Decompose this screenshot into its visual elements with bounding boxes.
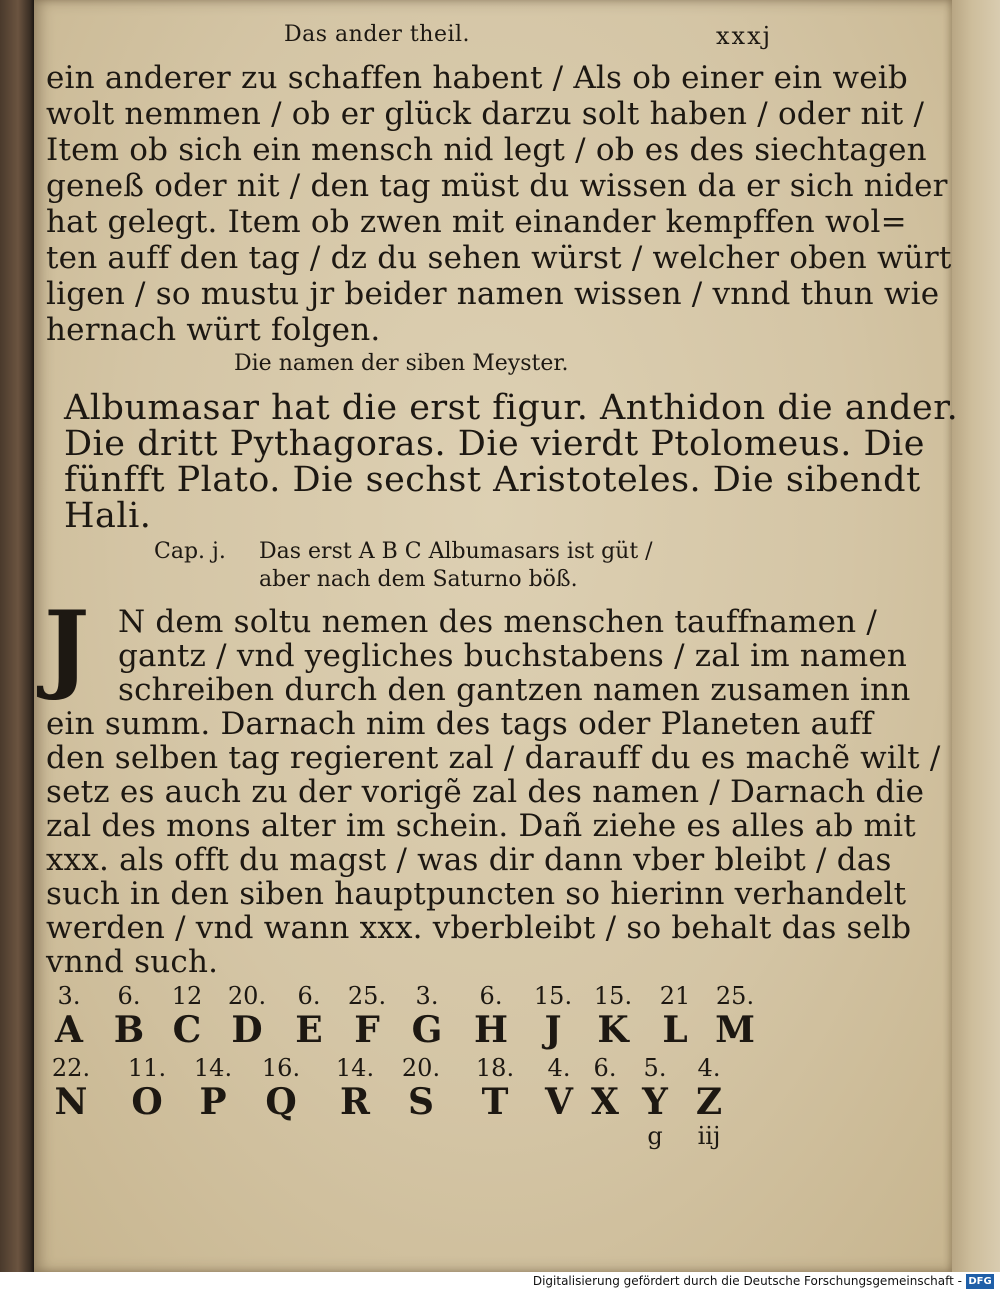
paragraph2-line: werden / vnd wann xxx. vberbleibt / so behalt das selb	[46, 910, 912, 946]
alphabet-letter: Y	[642, 1081, 668, 1123]
paragraph2-line: N dem soltu nemen des menschen tauffnamen /	[118, 604, 878, 640]
paragraph2-line: such in den siben hauptpuncten so hierinn verhandelt	[46, 876, 907, 912]
alphabet-letter: B	[113, 1009, 145, 1051]
masters-line: Hali.	[64, 496, 152, 536]
letter-value: 20.	[227, 982, 267, 1010]
letter-variant: iij	[697, 1122, 721, 1150]
paragraph1-line: ligen / so mustu jr beider namen wissen / vnnd thun wie	[46, 276, 940, 312]
letter-value: 12	[171, 982, 203, 1010]
paragraph1-line: Item ob sich ein mensch nid legt / ob es des siechtagen	[46, 132, 927, 168]
alphabet-letter: M	[715, 1009, 755, 1051]
alphabet-letter: Z	[695, 1081, 723, 1123]
paragraph2-line: gantz / vnd yegliches buchstabens / zal im namen	[118, 638, 908, 674]
letter-value: 3.	[57, 982, 81, 1010]
alphabet-letter: E	[295, 1009, 323, 1051]
footer-bar	[0, 1272, 1000, 1292]
paragraph2-line: ein summ. Darnach nim des tags oder Planeten auff	[46, 706, 873, 742]
alphabet-letter: F	[354, 1009, 380, 1051]
chapter-subtitle: aber nach dem Saturno böß.	[259, 567, 578, 592]
letter-value: 22.	[51, 1054, 91, 1082]
letter-value: 25.	[347, 982, 387, 1010]
paragraph1-line: hernach würt folgen.	[46, 312, 381, 348]
letter-value: 6.	[479, 982, 503, 1010]
alphabet-letter: D	[231, 1009, 263, 1051]
decorated-initial: J	[44, 590, 90, 703]
running-head: Das ander theil.	[284, 22, 471, 47]
alphabet-letter: O	[131, 1081, 163, 1123]
letter-value: 18.	[475, 1054, 515, 1082]
alphabet-letter: N	[54, 1081, 88, 1123]
letter-value: 14.	[335, 1054, 375, 1082]
letter-value: 16.	[261, 1054, 301, 1082]
letter-value: 25.	[715, 982, 755, 1010]
alphabet-letter: P	[199, 1081, 227, 1123]
paragraph1-line: wolt nemmen / ob er glück darzu solt haben / oder nit /	[46, 96, 925, 132]
letter-value: 21	[659, 982, 691, 1010]
letter-value: 4.	[697, 1054, 721, 1082]
paragraph2-line: vnnd such.	[46, 944, 219, 980]
paragraph2-line: setz es auch zu der vorigẽ zal des namen / Darnach die	[46, 774, 925, 810]
funding-credit: Digitalisierung gefördert durch die Deutsche Forschungsgemeinschaft -	[532, 1274, 962, 1288]
letter-value: 6.	[297, 982, 321, 1010]
letter-value: 20.	[401, 1054, 441, 1082]
letter-value: 15.	[593, 982, 633, 1010]
paragraph1-line: geneß oder nit / den tag müst du wissen da er sich nider	[46, 168, 948, 204]
folio-number: xxxj	[716, 22, 773, 50]
alphabet-letter: Q	[265, 1081, 297, 1123]
alphabet-letter: R	[340, 1081, 370, 1123]
masters-line: fünfft Plato. Die sechst Aristoteles. Die sibendt	[64, 460, 921, 500]
section-heading: Die namen der siben Meyster.	[234, 351, 569, 376]
masters-line: Albumasar hat die erst figur. Anthidon die ander.	[64, 388, 959, 428]
paragraph1-line: ten auff den tag / dz du sehen würst / welcher oben würt	[46, 240, 952, 276]
alphabet-letter: X	[591, 1081, 619, 1123]
paragraph2-line: zal des mons alter im schein. Dañ ziehe es alles ab mit	[46, 808, 916, 844]
alphabet-letter: H	[473, 1009, 508, 1051]
paragraph1-line: hat gelegt. Item ob zwen mit einander kempffen wol=	[46, 204, 907, 240]
letter-value: 11.	[127, 1054, 167, 1082]
alphabet-letter: L	[662, 1009, 688, 1051]
paragraph2-line: den selben tag regierent zal / darauff du es machẽ wilt /	[46, 740, 941, 776]
next-page-edge	[952, 0, 1000, 1272]
letter-variant: g	[647, 1122, 663, 1150]
letter-value: 6.	[117, 982, 141, 1010]
alphabet-letter: S	[408, 1081, 434, 1123]
letter-value: 15.	[533, 982, 573, 1010]
alphabet-letter: T	[481, 1081, 509, 1123]
chapter-title: Das erst A B C Albumasars ist güt /	[259, 539, 653, 564]
dfg-logo: DFG	[966, 1274, 994, 1289]
alphabet-letter: V	[545, 1081, 573, 1123]
alphabet-letter: J	[544, 1009, 562, 1051]
alphabet-letter: C	[172, 1009, 202, 1051]
chapter-label: Cap. j.	[154, 539, 226, 564]
paragraph1-line: ein anderer zu schaffen habent / Als ob einer ein weib	[46, 60, 908, 96]
letter-value: 6.	[593, 1054, 617, 1082]
paragraph2-line: xxx. als offt du magst / was dir dann vber bleibt / das	[46, 842, 892, 878]
letter-value: 4.	[547, 1054, 571, 1082]
book-page	[34, 0, 959, 1272]
alphabet-letter: A	[55, 1009, 83, 1051]
masters-line: Die dritt Pythagoras. Die vierdt Ptolomeus. Die	[64, 424, 925, 464]
letter-value: 5.	[643, 1054, 667, 1082]
alphabet-letter: G	[411, 1009, 443, 1051]
alphabet-letter: K	[597, 1009, 629, 1051]
letter-value: 14.	[193, 1054, 233, 1082]
paragraph2-line: schreiben durch den gantzen namen zusamen inn	[118, 672, 911, 708]
letter-value: 3.	[415, 982, 439, 1010]
